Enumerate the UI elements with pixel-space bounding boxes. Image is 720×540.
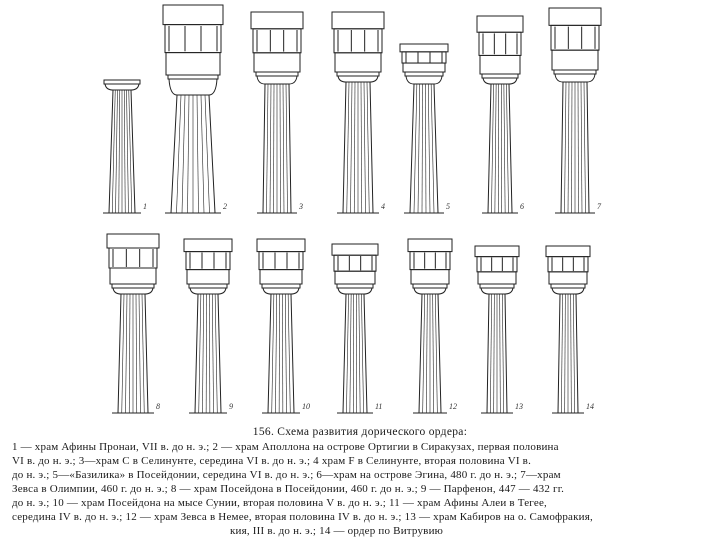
flute [502,294,503,413]
column-elevation [251,12,303,213]
flute [286,84,288,213]
architrave [549,272,587,284]
caption-line: середина IV в. до н. э.; 12 — храм Зевса в Немее, вторая половина IV в. до н. э.; 13 — храм Кабиров на о. Самофракия, [12,511,593,523]
echinus [338,288,372,294]
column-elevation [332,244,382,413]
caption-line: кия, III в. до н. э.; 14 — ордер по Витрувию [230,525,444,537]
column-elevation [107,234,160,413]
flute [565,82,567,213]
flute [177,95,182,213]
cornice [107,234,159,248]
flute [197,95,199,213]
caption-line: до н. э.; 10 — храм Посейдона на мысе Сунии, вторая половина V в. до н. э.; 11 — храм Афины Алеи в Тегее, [12,497,547,509]
flute [270,84,271,213]
cornice [477,16,523,32]
flute [142,294,144,413]
abacus [104,80,140,84]
column-elevation [184,239,233,413]
column-number: 13 [515,402,523,411]
flute [565,294,566,413]
echinus [105,84,139,90]
architrave [403,63,445,72]
frieze [253,29,301,53]
frieze [548,257,588,272]
flute [124,90,125,213]
flute [127,90,129,213]
column-number: 3 [299,202,303,211]
column-number: 14 [586,402,594,411]
flute [288,294,290,413]
flute [435,294,437,413]
abacus [262,284,300,288]
flute [491,84,493,213]
column-number: 8 [156,402,160,411]
column-number: 4 [381,202,385,211]
column-number: 9 [229,402,233,411]
architrave [480,55,520,74]
cornice [251,12,303,29]
flute [215,294,217,413]
column-elevation [408,239,457,413]
frieze [479,32,521,55]
flute [428,84,430,213]
column-elevation [257,239,310,413]
frieze [186,252,230,270]
flute [425,84,426,213]
abacus [482,74,518,78]
echinus [552,288,584,294]
abacus [554,70,596,74]
echinus [257,76,297,84]
column-elevation [332,12,385,213]
flute [571,294,572,413]
column-elevation [103,80,147,213]
frieze [334,255,376,271]
column-number: 12 [449,402,457,411]
flute [423,294,425,413]
flute [578,82,579,213]
column-elevation [475,246,523,413]
flute [573,294,574,413]
echinus [483,78,517,84]
flute [205,95,210,213]
abacus [413,284,447,288]
column-number: 6 [520,202,524,211]
cornice [549,8,601,25]
flute [422,84,423,213]
flute [346,294,348,413]
figure-caption [0,426,720,540]
flute [274,84,275,213]
flute [122,294,124,413]
column-elevation [400,44,450,213]
abacus [480,284,514,288]
architrave [166,53,220,75]
cornice [475,246,519,257]
frieze [551,25,599,50]
abacus [256,72,298,76]
flute [504,84,505,213]
flute [561,294,562,413]
column-number: 11 [375,402,383,411]
echinus [190,288,226,294]
echinus [481,288,513,294]
flute [414,84,417,213]
frieze [477,257,517,272]
caption-line: Зевса в Олимпии, 460 г. до н. э.; 8 — храм Посейдона в Посейдонии, 460 г. до н. э.; 9 — Парфенон, 447 — 432 гг. [12,483,565,495]
flute [361,82,362,213]
caption-title: 156. Схема развития дорического ордера: [252,426,468,438]
echinus [555,74,595,82]
flute [581,82,582,213]
caption-line: 1 — храм Афины Пронаи, VII в. до н. э.; 2 — храм Аполлона на острове Ортигии в Сиракузах, первая половина [12,441,559,453]
echinus [169,79,217,95]
flute [201,95,204,213]
flute [354,82,355,213]
flute [116,90,118,213]
flute [199,294,201,413]
flute [572,82,573,213]
flute [139,294,141,413]
column-elevation [477,16,524,213]
frieze [334,29,382,53]
flute [126,294,128,413]
flute [182,95,185,213]
frieze [109,248,157,268]
flute [433,294,434,413]
flute [506,84,508,213]
flute [272,294,274,413]
abacus [112,284,154,288]
flute [285,294,286,413]
flute [275,294,276,413]
echinus [113,288,153,294]
flute [267,84,269,213]
column-number: 2 [223,202,227,211]
column-number: 7 [597,202,601,211]
flute [202,294,203,413]
flute [119,90,120,213]
flute [495,84,496,213]
architrave [552,50,598,70]
column-elevation [163,5,227,213]
flute [188,95,190,213]
architrave [110,268,156,284]
architrave [335,53,381,72]
echinus [414,288,446,294]
flute [494,294,495,413]
architrave [187,270,229,284]
architrave [335,271,375,284]
cornice [332,12,384,29]
flute [212,294,213,413]
cornice [184,239,232,252]
flute [426,294,427,413]
abacus [168,75,218,79]
echinus [263,288,299,294]
flute [418,84,420,213]
abacus [337,72,379,76]
flute [359,294,360,413]
flute [361,294,363,413]
cornice [546,246,590,257]
column-number: 1 [143,202,147,211]
abacus [337,284,373,288]
architrave [478,272,516,284]
abacus [405,72,443,76]
architrave [254,53,300,72]
flute [500,294,501,413]
architrave [260,270,302,284]
flute [347,82,349,213]
column-number: 10 [302,402,310,411]
flute [584,82,586,213]
column-number: 5 [446,202,450,211]
cornice [257,239,305,252]
cornice [400,44,448,52]
column-elevation [549,8,602,213]
flute [490,294,491,413]
flute [568,82,569,213]
cornice [163,5,223,25]
flute [136,294,137,413]
abacus [189,284,227,288]
architrave [411,270,449,284]
flute [280,84,281,213]
caption-line: VI в. до н. э.; 3—храм С в Селинунте, середина VI в. до н. э.; 4 храм F в Селинунте, вторая половина VI в. [12,455,532,467]
frieze [410,252,450,270]
column-elevation [546,246,594,413]
flute [364,82,366,213]
caption-line: до н. э.; 5—«Базилика» в Посейдонии, середина VI в. до н. э.; 6—храм на острове Эгина, 480 г. до н. э.; 7—храм [12,469,561,481]
flute [350,294,351,413]
frieze [259,252,303,270]
echinus [338,76,378,82]
flute [367,82,369,213]
frieze [165,25,221,53]
flute [431,84,434,213]
frieze [402,52,446,63]
flute [129,294,130,413]
flute [351,82,353,213]
flute [283,84,284,213]
abacus [551,284,585,288]
cornice [332,244,378,255]
cornice [408,239,452,252]
echinus [406,76,442,84]
